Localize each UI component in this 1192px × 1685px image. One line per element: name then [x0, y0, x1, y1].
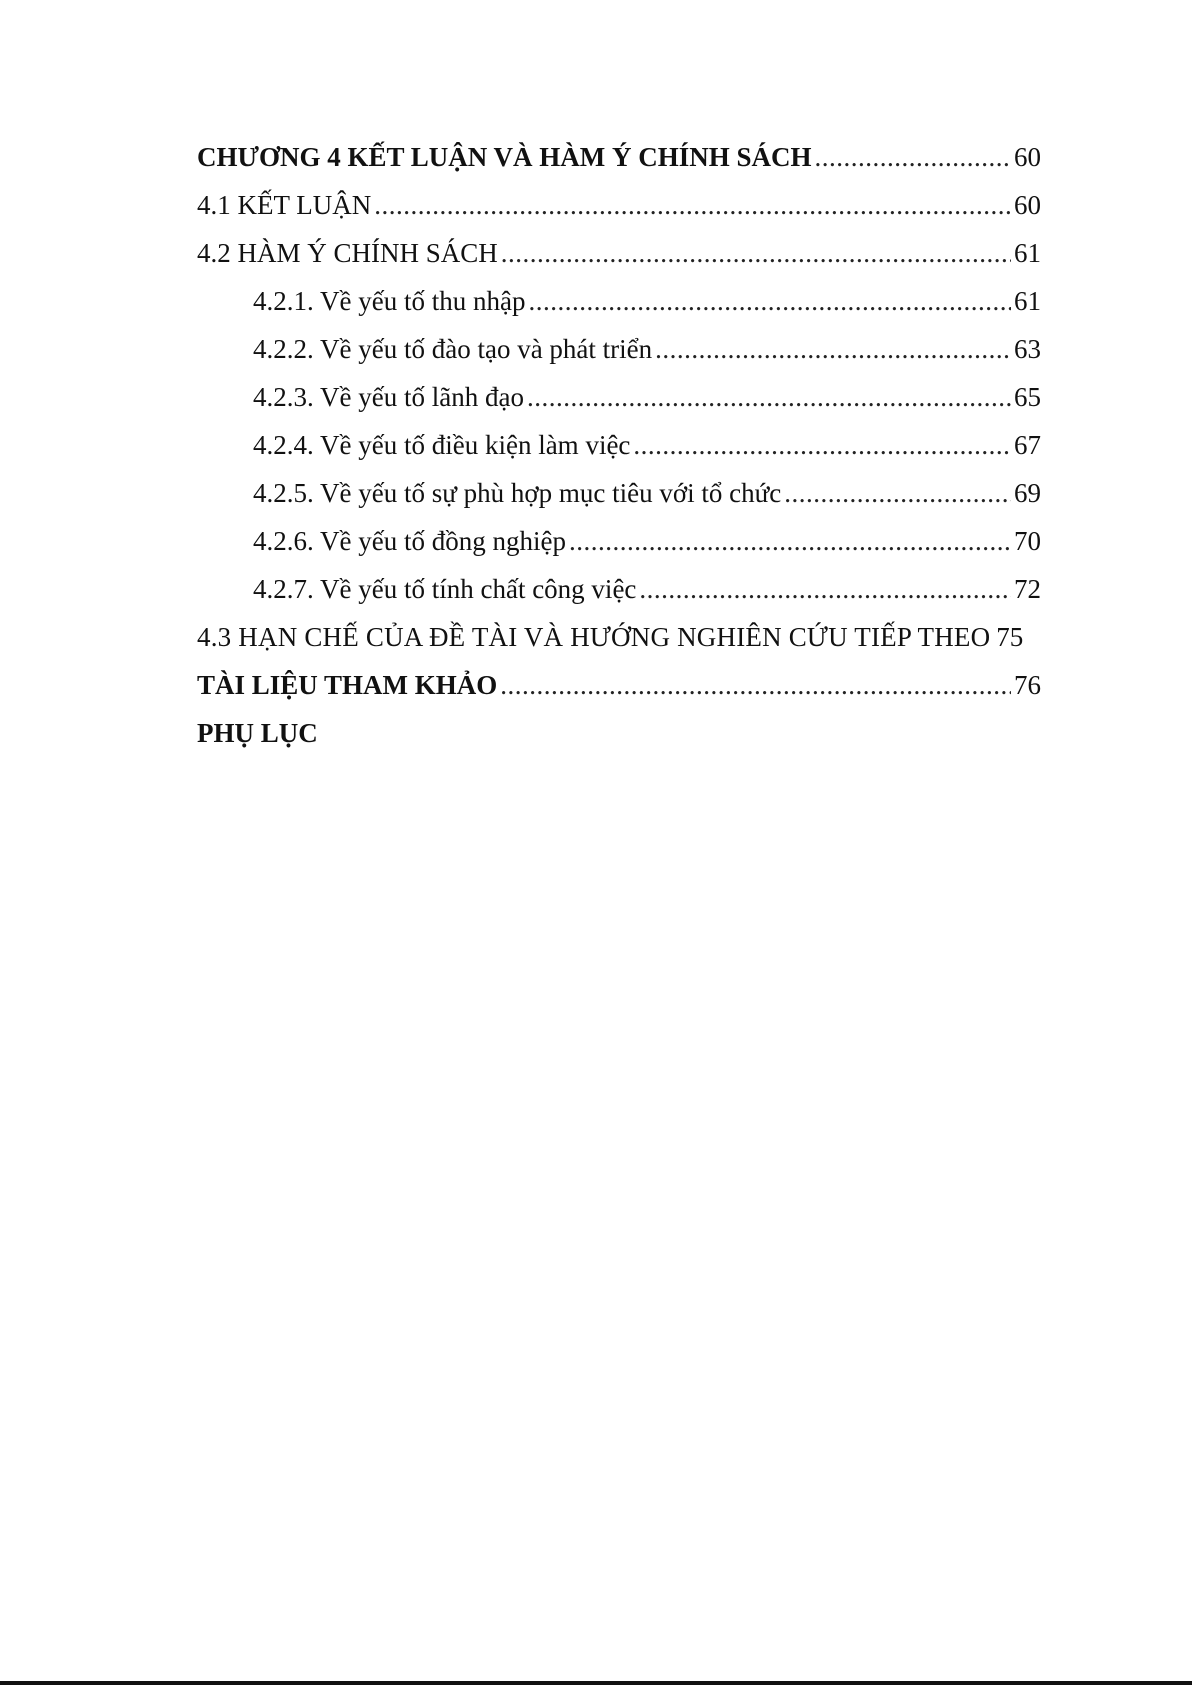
toc-page-number: 72	[1014, 574, 1041, 604]
toc-page-number: 75	[996, 622, 1024, 652]
toc-dot-leader	[374, 181, 1011, 229]
toc-page-number: 70	[1014, 526, 1041, 556]
toc-entry-4-2-4[interactable]	[197, 421, 1041, 469]
toc-entry-title: 4.3 HẠN CHẾ CỦA ĐỀ TÀI VÀ HƯỚNG NGHIÊN CỨU TIẾP THEO	[197, 622, 991, 652]
toc-entry-4-2-3[interactable]	[197, 373, 1041, 421]
toc-dot-leader	[633, 421, 1011, 469]
toc-page-number: 60	[1014, 142, 1041, 172]
table-of-contents	[197, 133, 1041, 757]
toc-entry-4-2-6[interactable]	[197, 517, 1041, 565]
toc-entry-4-2[interactable]	[197, 229, 1041, 277]
toc-entry-title: 4.2.6. Về yếu tố đồng nghiệp	[253, 526, 566, 556]
toc-page-number: 63	[1014, 334, 1041, 364]
toc-dot-leader	[639, 565, 1011, 613]
toc-dot-leader	[655, 325, 1011, 373]
toc-dot-leader	[569, 517, 1011, 565]
toc-entry-references[interactable]	[197, 661, 1041, 709]
toc-dot-leader	[528, 277, 1011, 325]
toc-entry-chapter-4[interactable]	[197, 133, 1041, 181]
toc-entry-4-3[interactable]	[197, 613, 1041, 661]
toc-dot-leader	[527, 373, 1011, 421]
toc-entry-title: 4.1 KẾT LUẬN	[197, 190, 372, 220]
toc-entry-4-1[interactable]	[197, 181, 1041, 229]
toc-page-number: 60	[1014, 190, 1041, 220]
toc-entry-4-2-1[interactable]	[197, 277, 1041, 325]
toc-entry-4-2-5[interactable]	[197, 469, 1041, 517]
toc-entry-title: PHỤ LỤC	[197, 718, 318, 748]
toc-entry-title: 4.2.1. Về yếu tố thu nhập	[253, 286, 526, 316]
toc-page-number: 76	[1014, 670, 1041, 700]
toc-entry-title: 4.2.7. Về yếu tố tính chất công việc	[253, 574, 637, 604]
toc-page-number: 65	[1014, 382, 1041, 412]
toc-entry-title: 4.2.4. Về yếu tố điều kiện làm việc	[253, 430, 631, 460]
toc-dot-leader	[784, 469, 1011, 517]
toc-entry-title: 4.2.2. Về yếu tố đào tạo và phát triển	[253, 334, 653, 364]
toc-page-number: 61	[1014, 238, 1041, 268]
toc-page-number: 69	[1014, 478, 1041, 508]
toc-entry-title: 4.2.5. Về yếu tố sự phù hợp mục tiêu với tổ chức	[253, 478, 782, 508]
toc-dot-leader	[500, 661, 1011, 709]
toc-dot-leader	[815, 133, 1011, 181]
page-bottom-border	[0, 1681, 1192, 1685]
toc-entry-title: 4.2 HÀM Ý CHÍNH SÁCH	[197, 238, 498, 268]
toc-page-number: 61	[1014, 286, 1041, 316]
toc-entry-title: CHƯƠNG 4 KẾT LUẬN VÀ HÀM Ý CHÍNH SÁCH	[197, 142, 812, 172]
toc-page-number: 67	[1014, 430, 1041, 460]
toc-entry-appendix[interactable]	[197, 709, 1041, 757]
toc-entry-title: TÀI LIỆU THAM KHẢO	[197, 670, 498, 700]
toc-entry-4-2-2[interactable]	[197, 325, 1041, 373]
toc-entry-4-2-7[interactable]	[197, 565, 1041, 613]
toc-entry-title: 4.2.3. Về yếu tố lãnh đạo	[253, 382, 524, 412]
toc-dot-leader	[501, 229, 1011, 277]
